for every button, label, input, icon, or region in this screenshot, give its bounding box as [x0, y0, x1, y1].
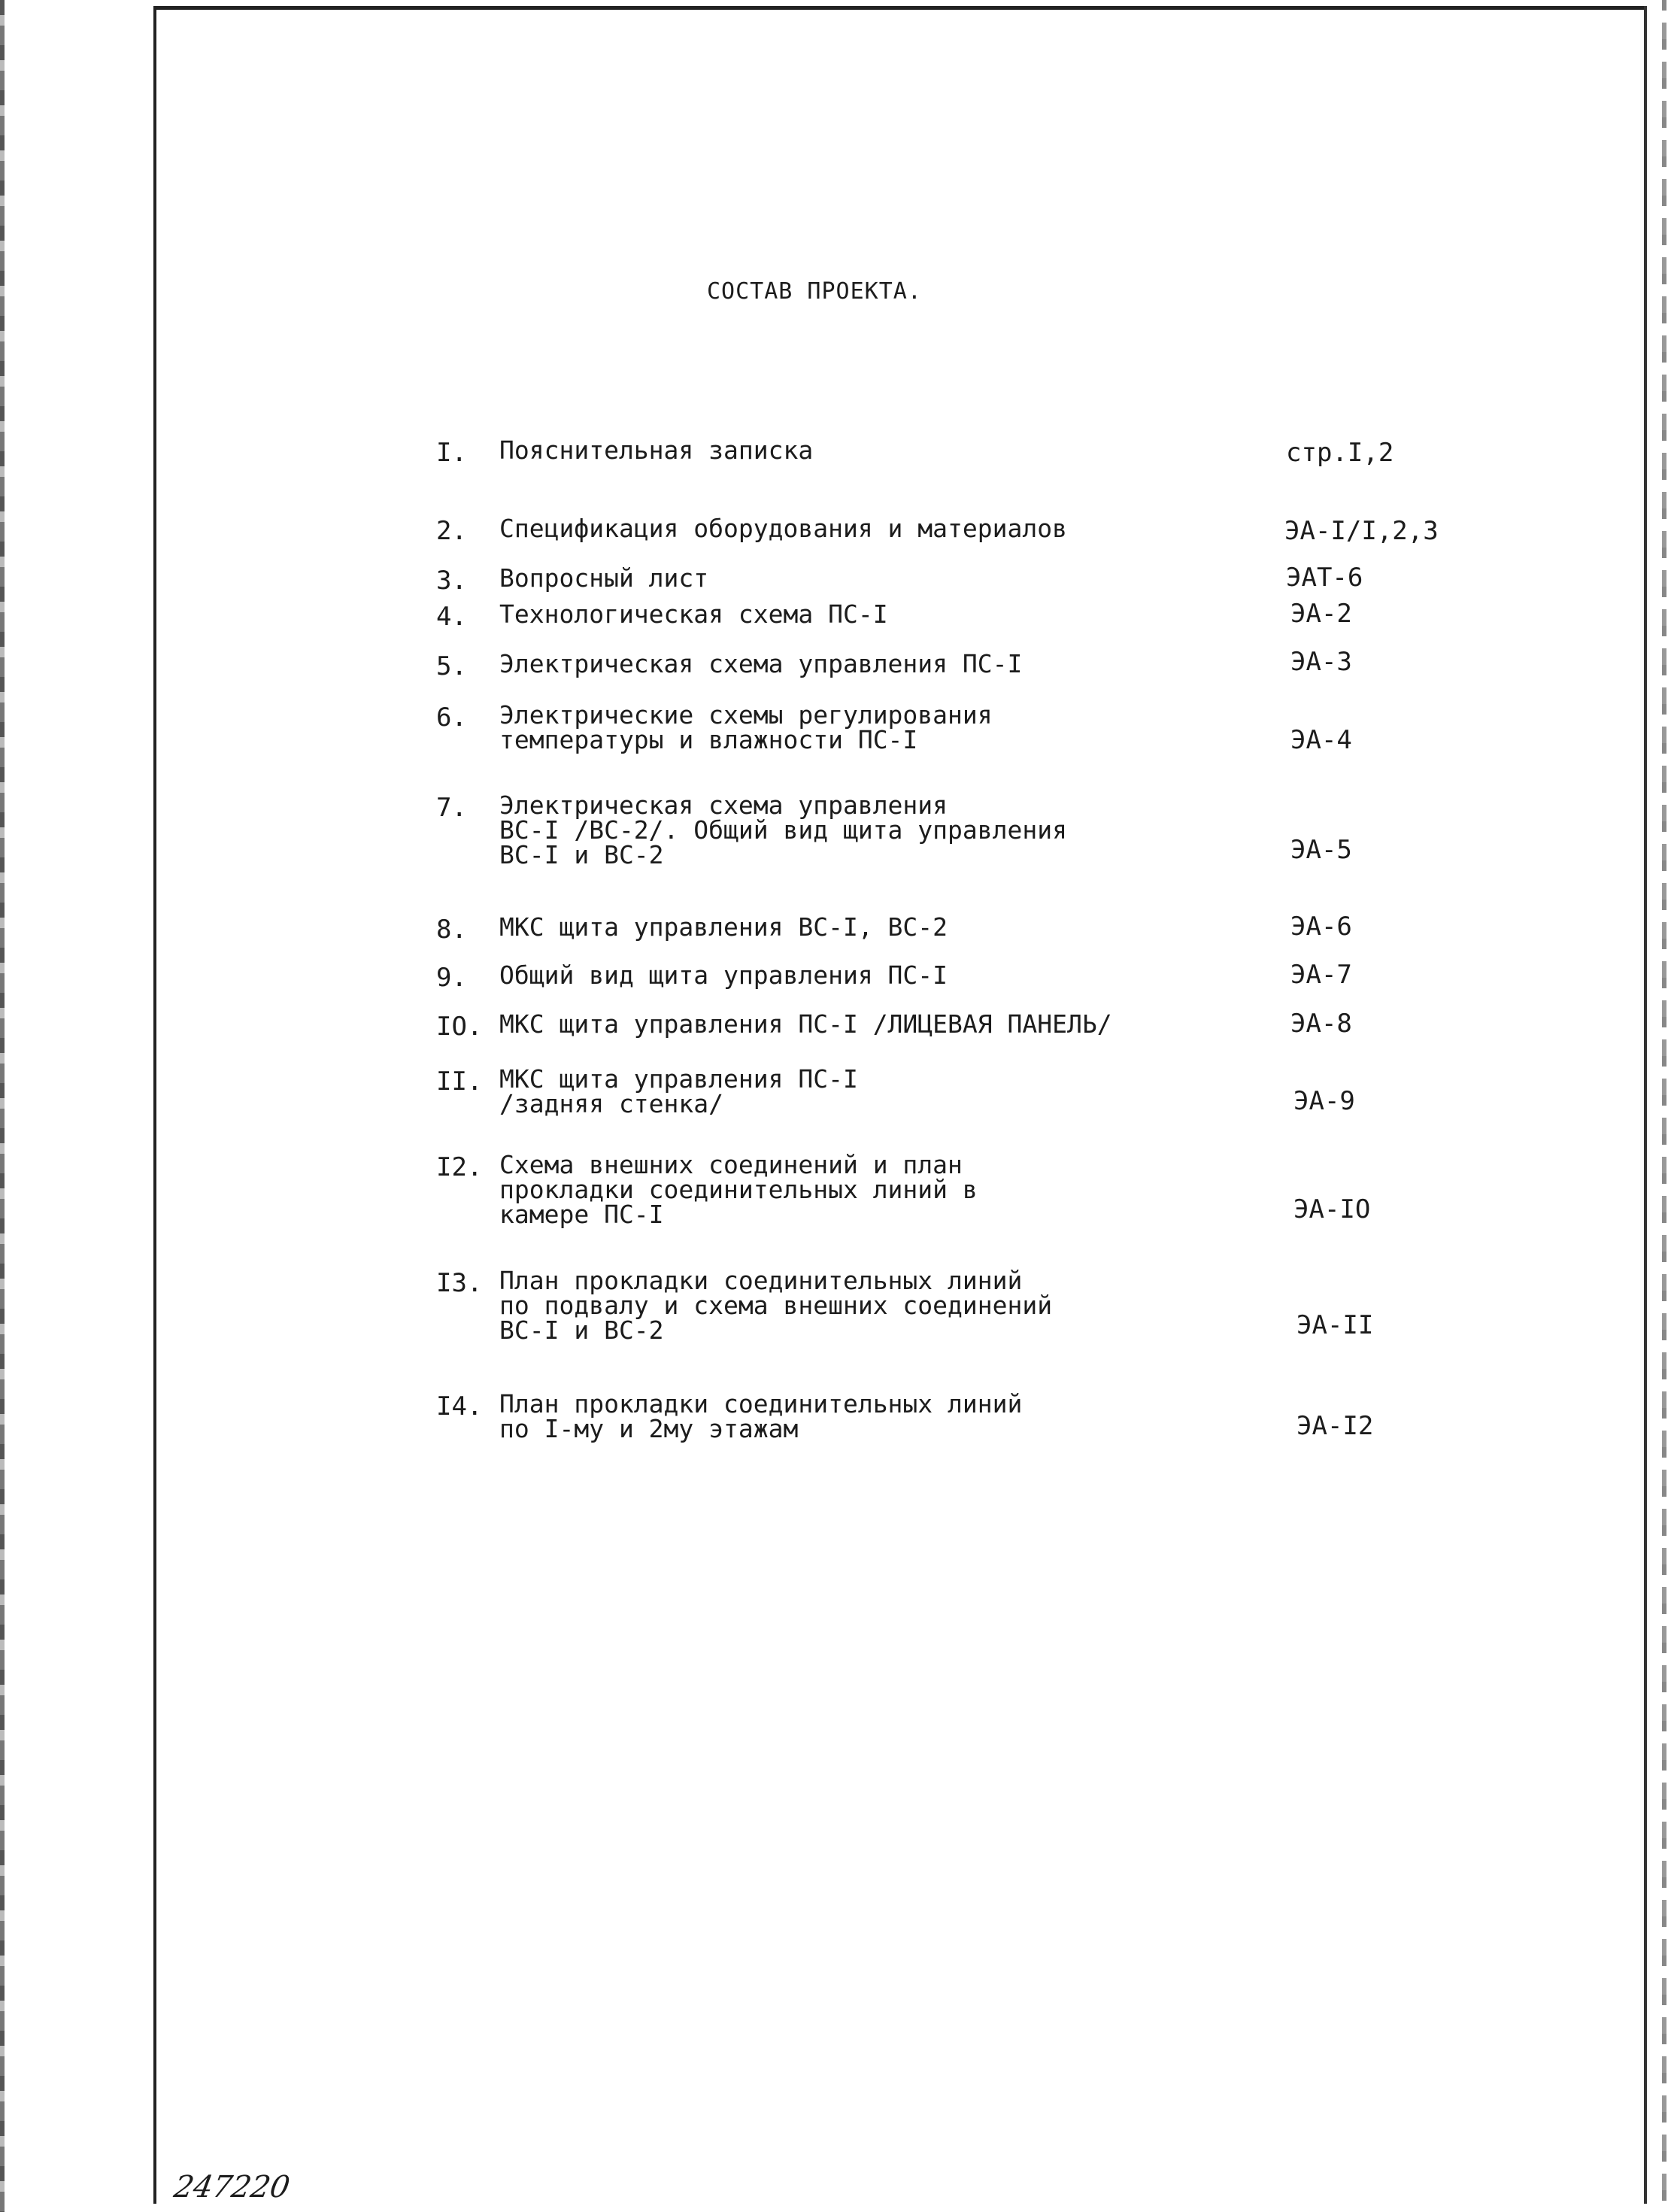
- toc-entry-sheet-ref: ЭА-IO: [1293, 1194, 1371, 1224]
- toc-entry-number: 8.: [436, 915, 467, 945]
- toc-entry-number: 9.: [436, 963, 467, 993]
- toc-entry-sheet-ref: ЭА-I2: [1296, 1411, 1374, 1441]
- toc-entry-sheet-ref: ЭА-8: [1290, 1009, 1352, 1039]
- toc-entry-title: План прокладки соединительных линий по I-му и 2му этажам: [499, 1389, 1023, 1443]
- scan-edge-right: [1662, 0, 1666, 2212]
- toc-entry-number: 7.: [436, 793, 467, 823]
- toc-entry-title: Электрическая схема управления ПС-I: [499, 649, 1023, 678]
- toc-entry-sheet-ref: ЭАТ-6: [1286, 563, 1363, 593]
- toc-entry-number: I2.: [436, 1152, 483, 1182]
- toc-entry-title: Электрические схемы регулирования температуры и влажности ПС-I: [499, 700, 993, 754]
- toc-entry-number: I.: [436, 438, 467, 468]
- frame-border-right: [1644, 6, 1647, 2204]
- toc-entry-sheet-ref: ЭА-I/I,2,3: [1284, 516, 1439, 546]
- toc-entry-title: МКС щита управления ПС-I /ЛИЦЕВАЯ ПАНЕЛЬ/: [499, 1009, 1112, 1039]
- toc-entry-title: Спецификация оборудования и материалов: [499, 514, 1067, 543]
- toc-entry-title: Пояснительная записка: [499, 435, 814, 465]
- toc-entry-number: 4.: [436, 602, 467, 632]
- toc-entry-sheet-ref: ЭА-7: [1290, 960, 1352, 990]
- frame-border-left: [153, 6, 156, 2204]
- toc-entry-title: План прокладки соединительных линий по подвалу и схема внешних соединений ВС-I и ВС-2: [499, 1266, 1053, 1345]
- toc-entry-number: 5.: [436, 651, 467, 681]
- inventory-number: 247220: [171, 2170, 293, 2204]
- toc-entry-title: Технологическая схема ПС-I: [499, 599, 888, 629]
- toc-entry-title: Электрическая схема управления ВС-I /ВС-2/. Общий вид щита управления ВС-I и ВС-2: [499, 790, 1067, 869]
- toc-entry-title: Общий вид щита управления ПС-I: [499, 960, 948, 990]
- toc-entry-sheet-ref: ЭА-4: [1290, 725, 1352, 755]
- toc-entry-number: IO.: [436, 1012, 483, 1042]
- toc-entry-title: Схема внешних соединений и план прокладки соединительных линий в камере ПС-I: [499, 1150, 978, 1229]
- toc-entry-title: Вопросный лист: [499, 563, 709, 593]
- toc-entry-sheet-ref: ЭА-2: [1290, 599, 1352, 629]
- toc-entry-sheet-ref: ЭА-5: [1290, 835, 1352, 865]
- document-title: СОСТАВ ПРОЕКТА.: [707, 278, 922, 305]
- toc-entry-title: МКС щита управления ВС-I, ВС-2: [499, 912, 948, 942]
- toc-entry-sheet-ref: ЭА-3: [1290, 647, 1352, 677]
- toc-entry-number: I3.: [436, 1268, 483, 1298]
- toc-entry-sheet-ref: ЭА-6: [1290, 912, 1352, 942]
- toc-entry-sheet-ref: стр.I,2: [1286, 438, 1394, 468]
- toc-entry-number: 2.: [436, 516, 467, 546]
- toc-entry-title: МКС щита управления ПС-I /задняя стенка/: [499, 1064, 858, 1118]
- frame-border-top: [153, 6, 1644, 10]
- toc-entry-number: I4.: [436, 1391, 483, 1422]
- toc-entry-number: II.: [436, 1067, 483, 1097]
- scan-edge-left: [0, 0, 5, 2212]
- toc-entry-sheet-ref: ЭА-9: [1293, 1086, 1355, 1116]
- toc-entry-number: 6.: [436, 702, 467, 733]
- toc-entry-sheet-ref: ЭА-II: [1296, 1310, 1374, 1340]
- toc-entry-number: 3.: [436, 566, 467, 596]
